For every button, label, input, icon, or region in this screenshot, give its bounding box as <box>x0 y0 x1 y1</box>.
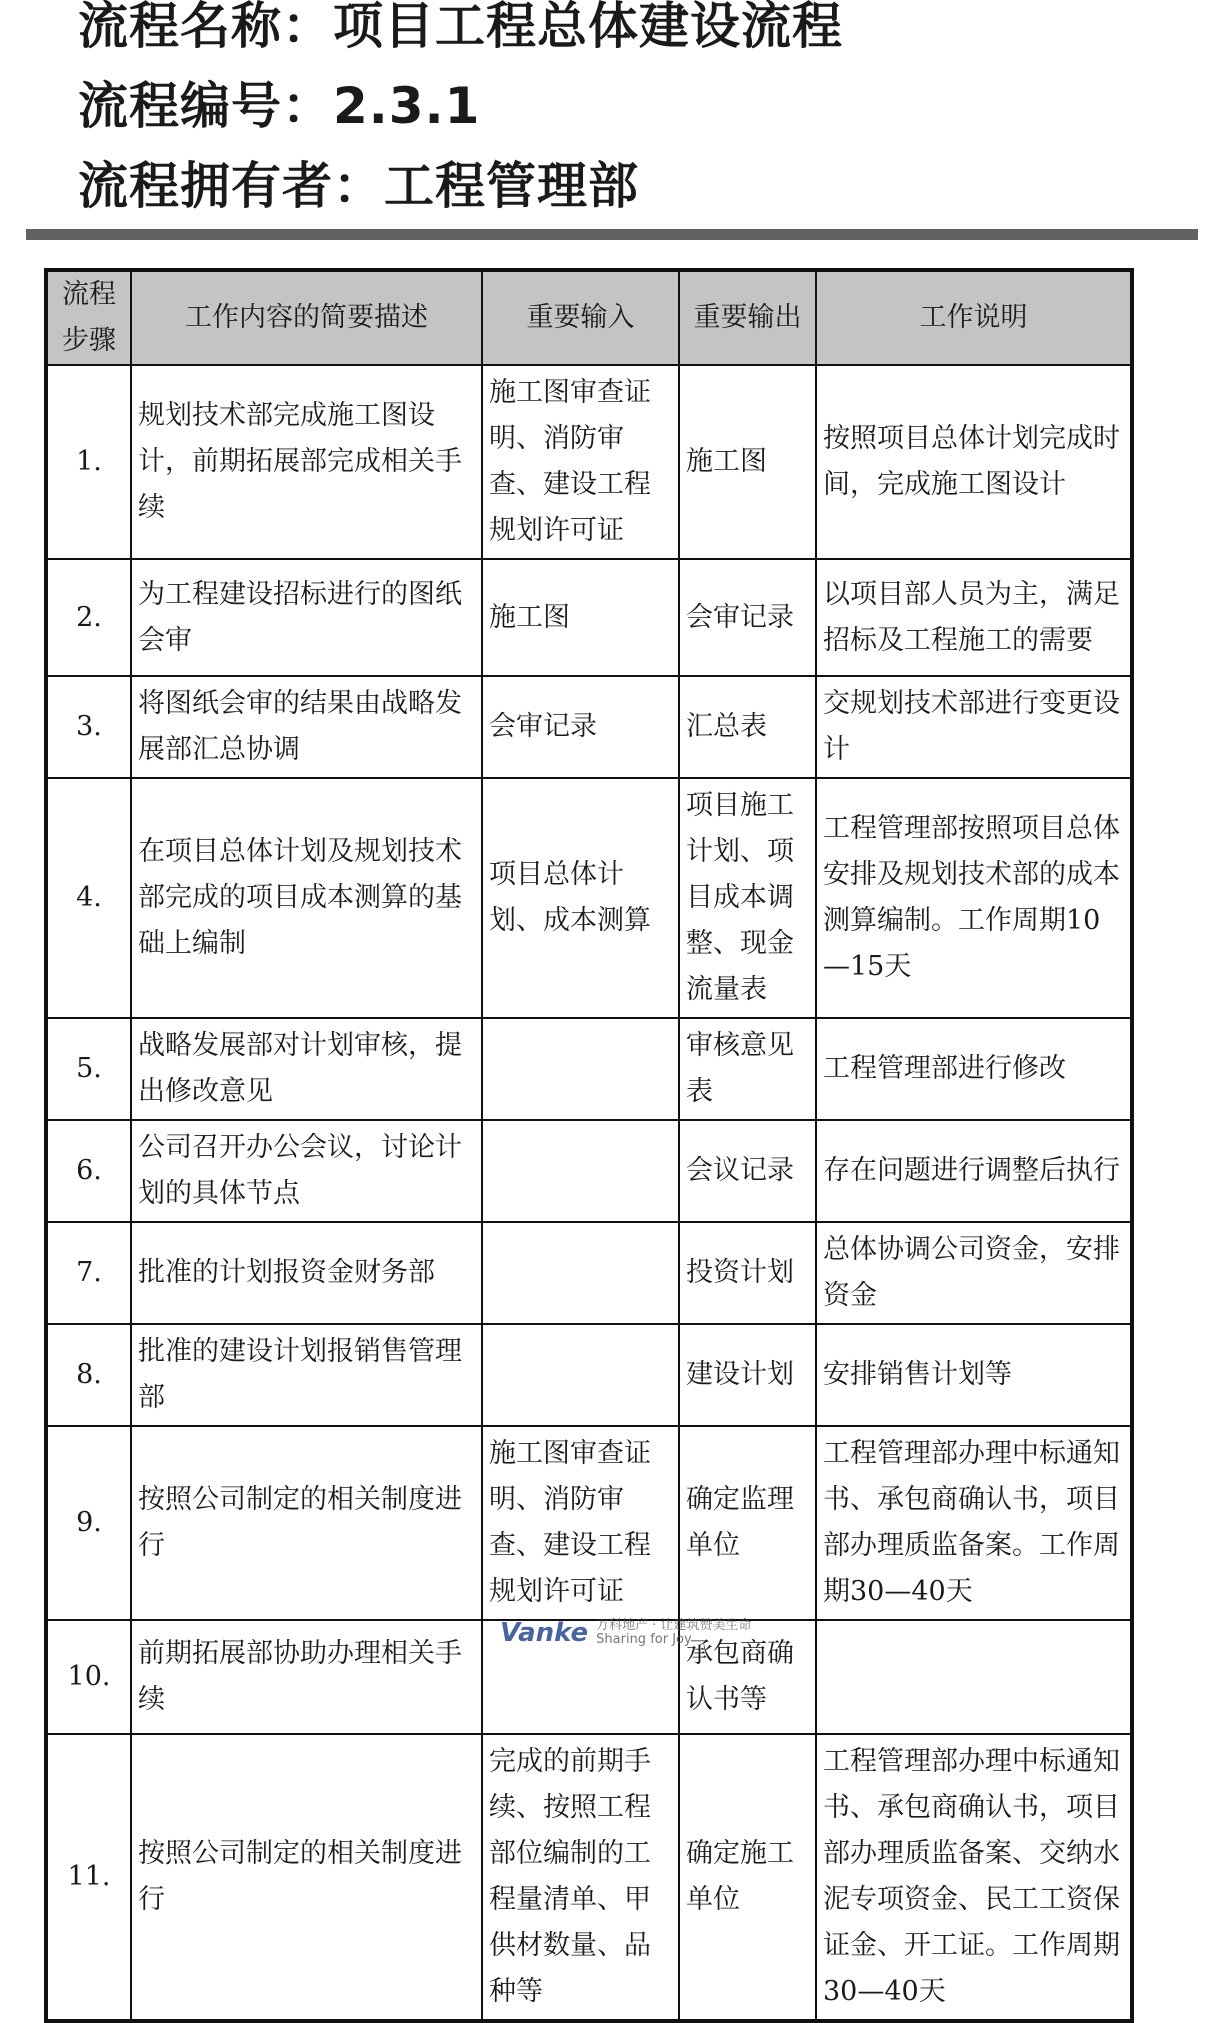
process-number: 流程编号：2.3.1 <box>78 77 481 135</box>
note-cell: 存在问题进行调整后执行 <box>816 1120 1132 1222</box>
process-owner: 流程拥有者：工程管理部 <box>78 157 639 215</box>
table-row <box>46 1018 1132 1120</box>
table-row <box>46 1120 1132 1222</box>
description-cell: 前期拓展部协助办理相关手续 <box>131 1620 482 1734</box>
header-divider <box>26 229 1198 240</box>
output-cell: 确定监理单位 <box>679 1426 816 1620</box>
col-header-note: 工作说明 <box>816 270 1132 365</box>
process-name: 流程名称：项目工程总体建设流程 <box>78 0 843 55</box>
description-cell: 批准的建设计划报销售管理部 <box>131 1324 482 1426</box>
table-row <box>46 1734 1132 2021</box>
table-row <box>46 1222 1132 1324</box>
table-row <box>46 676 1132 778</box>
note-cell: 工程管理部按照项目总体安排及规划技术部的成本测算编制。工作周期10—15天 <box>816 778 1132 1018</box>
description-cell: 在项目总体计划及规划技术部完成的项目成本测算的基础上编制 <box>131 778 482 1018</box>
table-row <box>46 1426 1132 1620</box>
note-cell: 以项目部人员为主，满足招标及工程施工的需要 <box>816 559 1132 676</box>
note-cell: 安排销售计划等 <box>816 1324 1132 1426</box>
description-cell: 将图纸会审的结果由战略发展部汇总协调 <box>131 676 482 778</box>
input-cell: 施工图审查证明、消防审查、建设工程规划许可证 <box>482 365 679 559</box>
note-cell: 按照项目总体计划完成时间，完成施工图设计 <box>816 365 1132 559</box>
input-cell <box>482 1018 679 1120</box>
note-cell: 总体协调公司资金，安排资金 <box>816 1222 1132 1324</box>
output-cell: 投资计划 <box>679 1222 816 1324</box>
col-header-input: 重要输入 <box>482 270 679 365</box>
output-cell: 施工图 <box>679 365 816 559</box>
table-row <box>46 559 1132 676</box>
output-cell: 建设计划 <box>679 1324 816 1426</box>
table-row <box>46 1620 1132 1734</box>
step-cell: 7. <box>46 1222 131 1324</box>
col-header-output: 重要输出 <box>679 270 816 365</box>
input-cell: 项目总体计划、成本测算 <box>482 778 679 1018</box>
note-cell: 交规划技术部进行变更设计 <box>816 676 1132 778</box>
step-cell: 9. <box>46 1426 131 1620</box>
input-cell: 会审记录 <box>482 676 679 778</box>
input-cell <box>482 1120 679 1222</box>
input-cell: 施工图审查证明、消防审查、建设工程规划许可证 <box>482 1426 679 1620</box>
description-cell: 批准的计划报资金财务部 <box>131 1222 482 1324</box>
description-cell: 战略发展部对计划审核，提出修改意见 <box>131 1018 482 1120</box>
input-cell: 完成的前期手续、按照工程部位编制的工程量清单、甲供材数量、品种等 <box>482 1734 679 2021</box>
output-cell: 汇总表 <box>679 676 816 778</box>
input-cell: 施工图 <box>482 559 679 676</box>
brand-logo: Vanke <box>500 1618 589 1648</box>
step-cell: 3. <box>46 676 131 778</box>
input-cell <box>482 1620 679 1734</box>
input-cell <box>482 1324 679 1426</box>
output-cell: 承包商确认书等 <box>679 1620 816 1734</box>
brand-slogan-en: Sharing for Joy <box>596 1632 692 1647</box>
description-cell: 为工程建设招标进行的图纸会审 <box>131 559 482 676</box>
step-cell: 6. <box>46 1120 131 1222</box>
step-cell: 2. <box>46 559 131 676</box>
note-cell <box>816 1620 1132 1734</box>
description-cell: 按照公司制定的相关制度进行 <box>131 1734 482 2021</box>
output-cell: 项目施工计划、项目成本调整、现金流量表 <box>679 778 816 1018</box>
output-cell: 确定施工单位 <box>679 1734 816 2021</box>
table-row <box>46 1324 1132 1426</box>
output-cell: 会议记录 <box>679 1120 816 1222</box>
document-header <box>78 0 843 226</box>
brand-slogan-cn: 万科地产 · 让建筑赞美生命 <box>596 1618 752 1633</box>
output-cell: 审核意见表 <box>679 1018 816 1120</box>
step-cell: 11. <box>46 1734 131 2021</box>
step-cell: 8. <box>46 1324 131 1426</box>
step-cell: 5. <box>46 1018 131 1120</box>
table-row <box>46 365 1132 559</box>
process-table <box>44 268 1134 2023</box>
description-cell: 公司召开办公会议，讨论计划的具体节点 <box>131 1120 482 1222</box>
description-cell: 按照公司制定的相关制度进行 <box>131 1426 482 1620</box>
col-header-step: 流程步骤 <box>46 270 131 365</box>
input-cell <box>482 1222 679 1324</box>
output-cell: 会审记录 <box>679 559 816 676</box>
description-cell: 规划技术部完成施工图设计，前期拓展部完成相关手续 <box>131 365 482 559</box>
note-cell: 工程管理部进行修改 <box>816 1018 1132 1120</box>
table-row <box>46 778 1132 1018</box>
note-cell: 工程管理部办理中标通知书、承包商确认书，项目部办理质监备案、交纳水泥专项资金、民工工资保证金、开工证。工作周期30—40天 <box>816 1734 1132 2021</box>
step-cell: 1. <box>46 365 131 559</box>
col-header-description: 工作内容的简要描述 <box>131 270 482 365</box>
step-cell: 4. <box>46 778 131 1018</box>
table-header-row <box>46 270 1132 365</box>
step-cell: 10. <box>46 1620 131 1734</box>
note-cell: 工程管理部办理中标通知书、承包商确认书，项目部办理质监备案。工作周期30—40天 <box>816 1426 1132 1620</box>
